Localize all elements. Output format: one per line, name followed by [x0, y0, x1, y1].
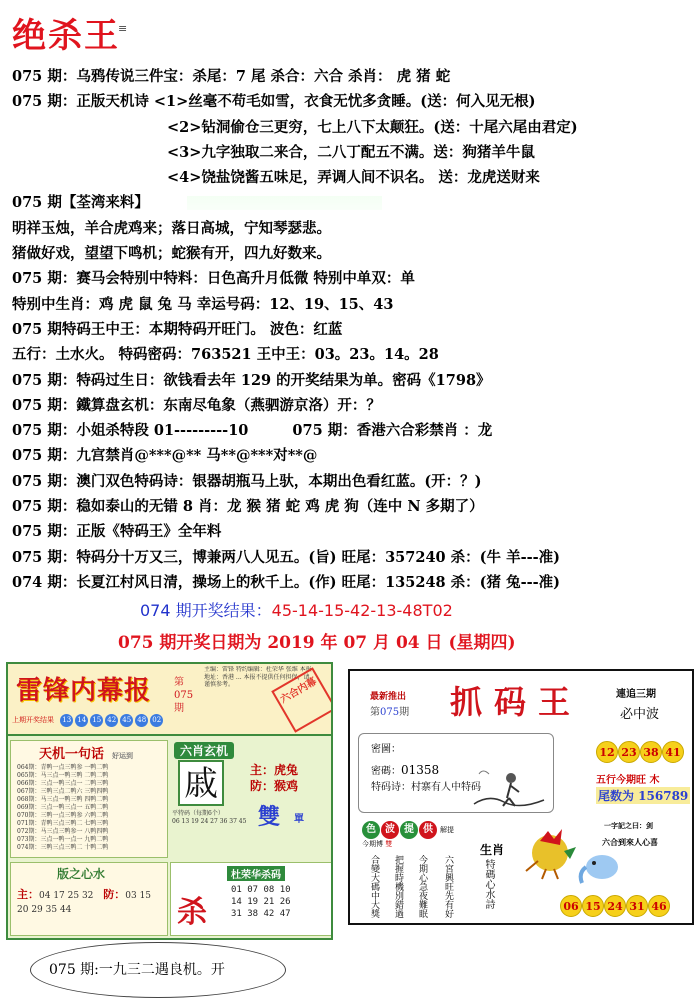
- box1-row: 068期：马三点一鸭三鸭 四鸭二鸭: [17, 796, 109, 803]
- text-line-segment: 075 期特码王中王：本期特码开旺门。 波色：红蓝: [12, 320, 343, 338]
- rp-vert-2: 把握時機別錯過: [393, 855, 403, 918]
- fang-numbers: 03 15 20 29 35 44: [17, 891, 152, 915]
- rp-shengxiao: 生肖: [480, 843, 505, 857]
- lottery-ball: 42: [105, 714, 118, 727]
- text-line-segment: 五行：土水火。 特码密码：763521 王中王：03。23。14。28: [12, 346, 439, 364]
- highlight-bar: [187, 196, 382, 210]
- zhu-label: 主：虎兔: [250, 763, 299, 777]
- sha-character: 杀: [177, 895, 207, 930]
- text-line-segment: 075 期：小姐杀特段 01---------10: [12, 422, 249, 440]
- left-panel-notes: 主编：雷锋 特约编辑：杜荣华 张维 本报地址：香港 ... 本报不提供任何担保，请谨慎参考。: [204, 666, 312, 688]
- box1-row: 065期：马三点一鸭三鸭 二鸭二鸭: [17, 772, 109, 779]
- text-line-segment: 075 期【荃湾来料】: [12, 194, 149, 212]
- text-line: [12, 393, 692, 418]
- text-line: [12, 494, 692, 519]
- box-tianji-yijuhua: [10, 740, 168, 858]
- yellow-ball: 38: [640, 741, 662, 763]
- lottery-ball: 15: [90, 714, 103, 727]
- lottery-ball: 13: [60, 714, 73, 727]
- yellow-ball: 15: [582, 895, 604, 917]
- yellow-ball: 23: [618, 741, 640, 763]
- elephant-illustration: [576, 847, 626, 887]
- text-line: [12, 241, 692, 266]
- box1-title: 天机一句话: [39, 747, 105, 762]
- left-newspaper-image: [6, 662, 333, 940]
- rp-yizi: 一字記之曰：剑: [604, 821, 653, 830]
- box1-row: 067期：三鸭三点二鸭六 三鸭四鸭: [17, 788, 109, 795]
- text-line: [12, 64, 692, 89]
- right-newspaper-image: [348, 669, 694, 925]
- text-line: [12, 165, 692, 190]
- rp-vert-1: 合變大碼中大獎: [369, 855, 379, 918]
- box1-subtitle: 好运到: [112, 751, 134, 760]
- box1-row: 070期：三鸭一点三鸭参 六鸭二鸭: [17, 812, 109, 819]
- pingte-numbers: 06 13 19 24 27 36 37 45: [172, 818, 247, 825]
- box1-row: 073期：三点一鸭一点一 九鸭二鸭: [17, 836, 109, 843]
- text-line: [12, 190, 692, 215]
- text-line: [12, 115, 692, 140]
- result-label: 074 期开奖结果：: [140, 601, 272, 620]
- sha-number-row: 31 38 42 47: [231, 909, 291, 919]
- text-line: [12, 545, 692, 570]
- box-banzhi-xinshui: [10, 862, 168, 936]
- last-result: [140, 598, 453, 621]
- bottom-bubble: 075 期:一九三二遇良机。开: [30, 942, 286, 998]
- text-lines: [12, 64, 692, 595]
- text-line-segment: <2>钻洞偷仓三更穷，七上八下太颠狂。(送：十尾六尾由君定): [167, 118, 578, 136]
- rp-tema-xinshui: 特碼心水詩: [483, 859, 494, 909]
- text-line-segment: 074 期：长夏江村风日清，操场上的秋千上。(作) 旺尾：135248 杀：(猪 兔---准): [12, 573, 560, 591]
- text-line-segment: 明祥玉烛，羊合虎鸡来；落日高城，宁知琴瑟悲。: [12, 219, 331, 237]
- rp-mima-box: [358, 733, 554, 813]
- text-line-segment: 075 期：稳如泰山的无错 8 肖：龙 猴 猪 蛇 鸡 虎 狗（连中 N 多期了）: [12, 498, 484, 516]
- shuang-label: 雙: [258, 804, 281, 830]
- box3-title: 版之心水: [57, 867, 106, 881]
- result-numbers: 45-14-15-42-13-48: [271, 601, 423, 620]
- text-line-segment: <3>九字独取二来合，二八丁配五不满。送：狗猪羊牛鼠: [167, 143, 535, 161]
- yellow-ball: 31: [626, 895, 648, 917]
- text-line: [12, 418, 692, 443]
- rp-qi-num: 075: [380, 707, 400, 718]
- page-title: 绝杀王: [12, 16, 120, 56]
- rp-sebo-row: [362, 817, 454, 839]
- text-line: [12, 140, 692, 165]
- box1-row: 074期：三鸭三点三鸭二 十鸭二鸭: [17, 844, 109, 851]
- text-line: [12, 443, 692, 468]
- sha-number-row: 14 19 21 26: [231, 897, 291, 907]
- rp-qi-post: 期: [399, 707, 410, 718]
- zhu-prefix: 主：: [17, 888, 39, 901]
- left-panel-issue: 第 075 期: [174, 677, 194, 714]
- left-panel-header: [8, 664, 331, 736]
- dan-label: 單: [294, 814, 304, 825]
- lottery-ball: 45: [120, 714, 133, 727]
- rp-vert-3: 今期心急夜難眠: [417, 855, 427, 918]
- ball-row-label: 上期开奖结果: [12, 716, 54, 724]
- left-panel-stamp: 六合内幕: [271, 667, 333, 733]
- text-line: [12, 368, 692, 393]
- text-line-segment: 075 期：乌鸦传说三件宝：杀尾：7 尾 杀合：六合 杀肖： 虎 猪 蛇: [12, 68, 451, 85]
- yellow-ball: 06: [560, 895, 582, 917]
- box1-row: 072期：马三点三鸭参一 八鸭四鸭: [17, 828, 109, 835]
- rp-bottom-balls: [560, 895, 670, 917]
- sebo-char-3: 提: [400, 821, 418, 839]
- rp-bizhong: 必中波: [620, 707, 660, 722]
- yellow-ball: 24: [604, 895, 626, 917]
- text-line-segment: 075 期：正版《特码王》全年料: [12, 523, 222, 541]
- fang-label: 防：猴鸡: [250, 779, 299, 793]
- text-line-segment: 075 期：香港六合彩禁肖 ：龙: [292, 422, 493, 440]
- zhu-numbers: 04 17 25 32: [39, 891, 94, 901]
- lottery-ball: 14: [75, 714, 88, 727]
- pingte-label: 平特码（每期6个）: [172, 810, 224, 817]
- yellow-ball: 12: [596, 741, 618, 763]
- rp-title: 抓码王: [450, 683, 583, 721]
- left-panel-title: 雷锋内幕报: [16, 676, 152, 706]
- rp-new-label: 最新推出: [370, 692, 407, 702]
- text-line-segment: 075 期：澳门双色特码诗：银器胡瓶马上驮，本期出色看红蓝。(开：？): [12, 472, 482, 490]
- box2-title: 六肖玄机: [174, 742, 234, 759]
- yellow-ball: 46: [648, 895, 670, 917]
- box1-row: 064期：青鸭一点三鸭参 一鸭二鸭: [17, 764, 109, 771]
- title-mark: ≡: [118, 22, 128, 35]
- rp-vert-4: 六宮興旺先有好: [443, 855, 453, 918]
- rp-yellow-balls: [596, 741, 684, 763]
- lottery-ball: 02: [150, 714, 163, 727]
- rp-jinqi: 今期博: [362, 840, 383, 848]
- box1-rows: [11, 762, 167, 854]
- ink-painting-illustration: [469, 764, 549, 810]
- text-line-segment: 075 期：赛马会特别中特料：日色高升月低微 特别中单双：单: [12, 270, 415, 288]
- rp-shuang-mark: 雙: [385, 840, 393, 848]
- text-line: [12, 89, 692, 114]
- box-liuxiao: [170, 740, 332, 858]
- rp-wuxing: 五行今期旺 木: [596, 775, 660, 786]
- rp-liuhe: 六合到來人心喜: [602, 837, 658, 847]
- rp-qi-pre: 第: [370, 707, 380, 718]
- lottery-ball: 48: [135, 714, 148, 727]
- box1-row: 066期：三点一鸭三点一 二鸭三鸭: [17, 780, 109, 787]
- box1-row: 071期：青鸭三点三鸭二 七鸭三鸭: [17, 820, 109, 827]
- box4-title: 杜荣华杀码: [227, 866, 285, 881]
- rp-tema-shi: 特码诗：村寨有人中特码: [371, 782, 481, 793]
- sebo-jieshi: 解提: [440, 826, 454, 834]
- rp-lianzhui: 連追三期: [616, 689, 656, 700]
- draw-date: 075 期开奖日期为 2019 年 07 月 04 日 (星期四): [118, 633, 516, 653]
- text-line-segment: 075 期：特码分十万又三，博兼两八人见五。(旨) 旺尾：357240 杀：(牛 羊---准): [12, 548, 560, 566]
- sha-number-row: 01 07 08 10: [231, 885, 291, 895]
- text-line: [12, 216, 692, 241]
- rooster-illustration: [520, 821, 580, 881]
- big-character: 戚: [178, 760, 224, 806]
- rp-mima-label: 密碼：: [371, 766, 401, 777]
- rp-mima-value: 01358: [401, 763, 440, 777]
- rp-weishu: 尾数为 156789: [598, 789, 689, 803]
- text-line: [12, 570, 692, 595]
- left-panel-ball-row: [12, 714, 165, 727]
- text-line-segment: 特别中生肖：鸡 虎 鼠 兔 马 幸运号码：12、19、15、43: [12, 295, 394, 313]
- text-line: [12, 342, 692, 367]
- sebo-char-4: 供: [419, 821, 437, 839]
- result-tail: T02: [422, 601, 453, 620]
- text-line-segment: 075 期：鐵算盘玄机：东南尽龟象（燕驷游京洛）开：？: [12, 396, 381, 414]
- text-line-segment: 075 期：正版天机诗 <1>丝毫不苟毛如雪，衣食无忧多贪睡。(送：何入见无根): [12, 93, 536, 111]
- yellow-ball: 41: [662, 741, 684, 763]
- text-line: [12, 519, 692, 544]
- box1-row: 069期：三点一鸭三点一 五鸭二鸭: [17, 804, 109, 811]
- box-sha-ma: [170, 862, 332, 936]
- text-line-segment: 075 期：特码过生日：欲钱看去年 129 的开奖结果为单。密码《1798》: [12, 371, 491, 389]
- fang-prefix: 防：: [103, 888, 126, 901]
- rp-mitu-label: 密圖：: [371, 744, 401, 755]
- sebo-char-2: 波: [381, 821, 399, 839]
- text-line-segment: 075 期：九宫禁肖@***@** 马**@***对**@: [12, 447, 318, 465]
- text-line-segment: <4>饶盐饶酱五味足，弄调人间不识名。 送：龙虎送财来: [167, 169, 540, 187]
- text-line: [12, 292, 692, 317]
- text-line: [12, 469, 692, 494]
- text-line: [12, 317, 692, 342]
- text-line-segment: 猪做好戏，望望下鸣机；蛇猴有开，四九好数来。: [12, 245, 331, 263]
- sebo-char-1: 色: [362, 821, 380, 839]
- text-line: [12, 266, 692, 291]
